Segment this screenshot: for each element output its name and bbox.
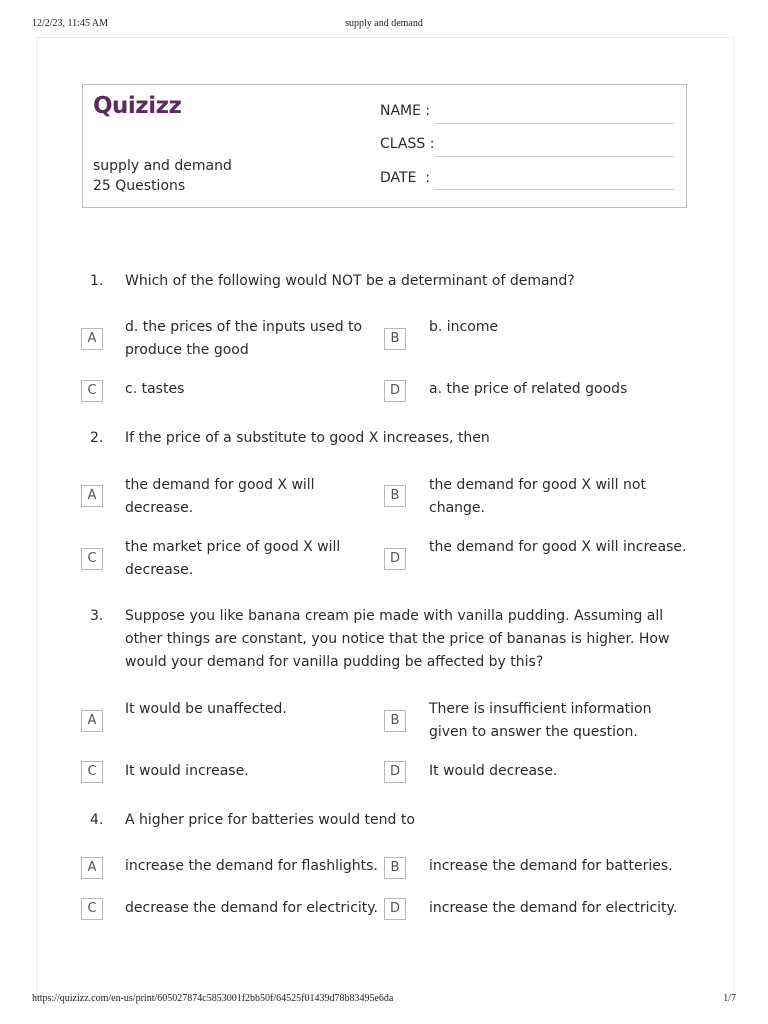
question-number: 4. (90, 812, 104, 828)
question-number: 1. (90, 273, 104, 289)
option-b-box[interactable]: B (384, 485, 406, 507)
option-d-text: It would decrease. (429, 763, 558, 779)
question-text: A higher price for batteries would tend to (125, 812, 415, 828)
option-b-box[interactable]: B (384, 710, 406, 732)
question-count: 25 Questions (93, 178, 186, 194)
option-c-box[interactable]: C (81, 380, 103, 402)
option-c-box[interactable]: C (81, 898, 103, 920)
option-a-text: It would be unaffected. (125, 701, 287, 717)
option-b-text: the demand for good X will not change. (429, 477, 646, 516)
option-c-text: It would increase. (125, 763, 249, 779)
question-text: Which of the following would NOT be a determinant of demand? (125, 273, 575, 289)
option-d-box[interactable]: D (384, 380, 406, 402)
quiz-header (82, 84, 687, 208)
option-c-box[interactable]: C (81, 548, 103, 570)
print-date: 12/2/23, 11:45 AM (32, 18, 109, 29)
option-d-box[interactable]: D (384, 548, 406, 570)
option-b-box[interactable]: B (384, 857, 406, 879)
question-text: Suppose you like banana cream pie made with vanilla pudding. Assuming all other things are constant, you notice that the price of bananas is higher. How would your demand for vanilla pudding be affected by this? (125, 608, 670, 670)
option-d-box[interactable]: D (384, 898, 406, 920)
option-d-text: a. the price of related goods (429, 381, 628, 397)
option-b-text: b. income (429, 319, 499, 335)
option-a-box[interactable]: A (81, 710, 103, 732)
option-b-box[interactable]: B (384, 328, 406, 350)
class-field[interactable] (434, 156, 675, 157)
option-b-text: There is insufficient information given to answer the question. (429, 701, 652, 740)
print-title: supply and demand (345, 18, 423, 29)
name-label: NAME : (380, 103, 431, 119)
option-a-box[interactable]: A (81, 485, 103, 507)
option-a-box[interactable]: A (81, 328, 103, 350)
option-a-text: the demand for good X will decrease. (125, 477, 315, 516)
date-field[interactable] (434, 189, 675, 190)
option-a-text: d. the prices of the inputs used to produce the good (125, 319, 363, 358)
quizizz-logo: Quizizz (93, 93, 182, 119)
print-url: https://quizizz.com/en-us/print/605027874c5853001f2bb50f/64525f01439d78b83495e6da (32, 993, 394, 1004)
option-c-text: decrease the demand for electricity. (125, 900, 379, 916)
option-c-text: the market price of good X will decrease. (125, 539, 341, 578)
class-label: CLASS : (380, 136, 435, 152)
option-d-box[interactable]: D (384, 761, 406, 783)
quiz-title: supply and demand (93, 158, 232, 174)
option-c-text: c. tastes (125, 381, 185, 397)
question-number: 3. (90, 608, 104, 624)
question-number: 2. (90, 430, 104, 446)
option-a-box[interactable]: A (81, 857, 103, 879)
option-a-text: increase the demand for flashlights. (125, 858, 378, 874)
option-d-text: increase the demand for electricity. (429, 900, 678, 916)
option-b-text: increase the demand for batteries. (429, 858, 673, 874)
name-field[interactable] (434, 123, 675, 124)
date-label: DATE : (380, 170, 431, 186)
option-d-text: the demand for good X will increase. (429, 539, 687, 555)
option-c-box[interactable]: C (81, 761, 103, 783)
page-number: 1/7 (723, 993, 736, 1004)
question-text: If the price of a substitute to good X increases, then (125, 430, 490, 446)
